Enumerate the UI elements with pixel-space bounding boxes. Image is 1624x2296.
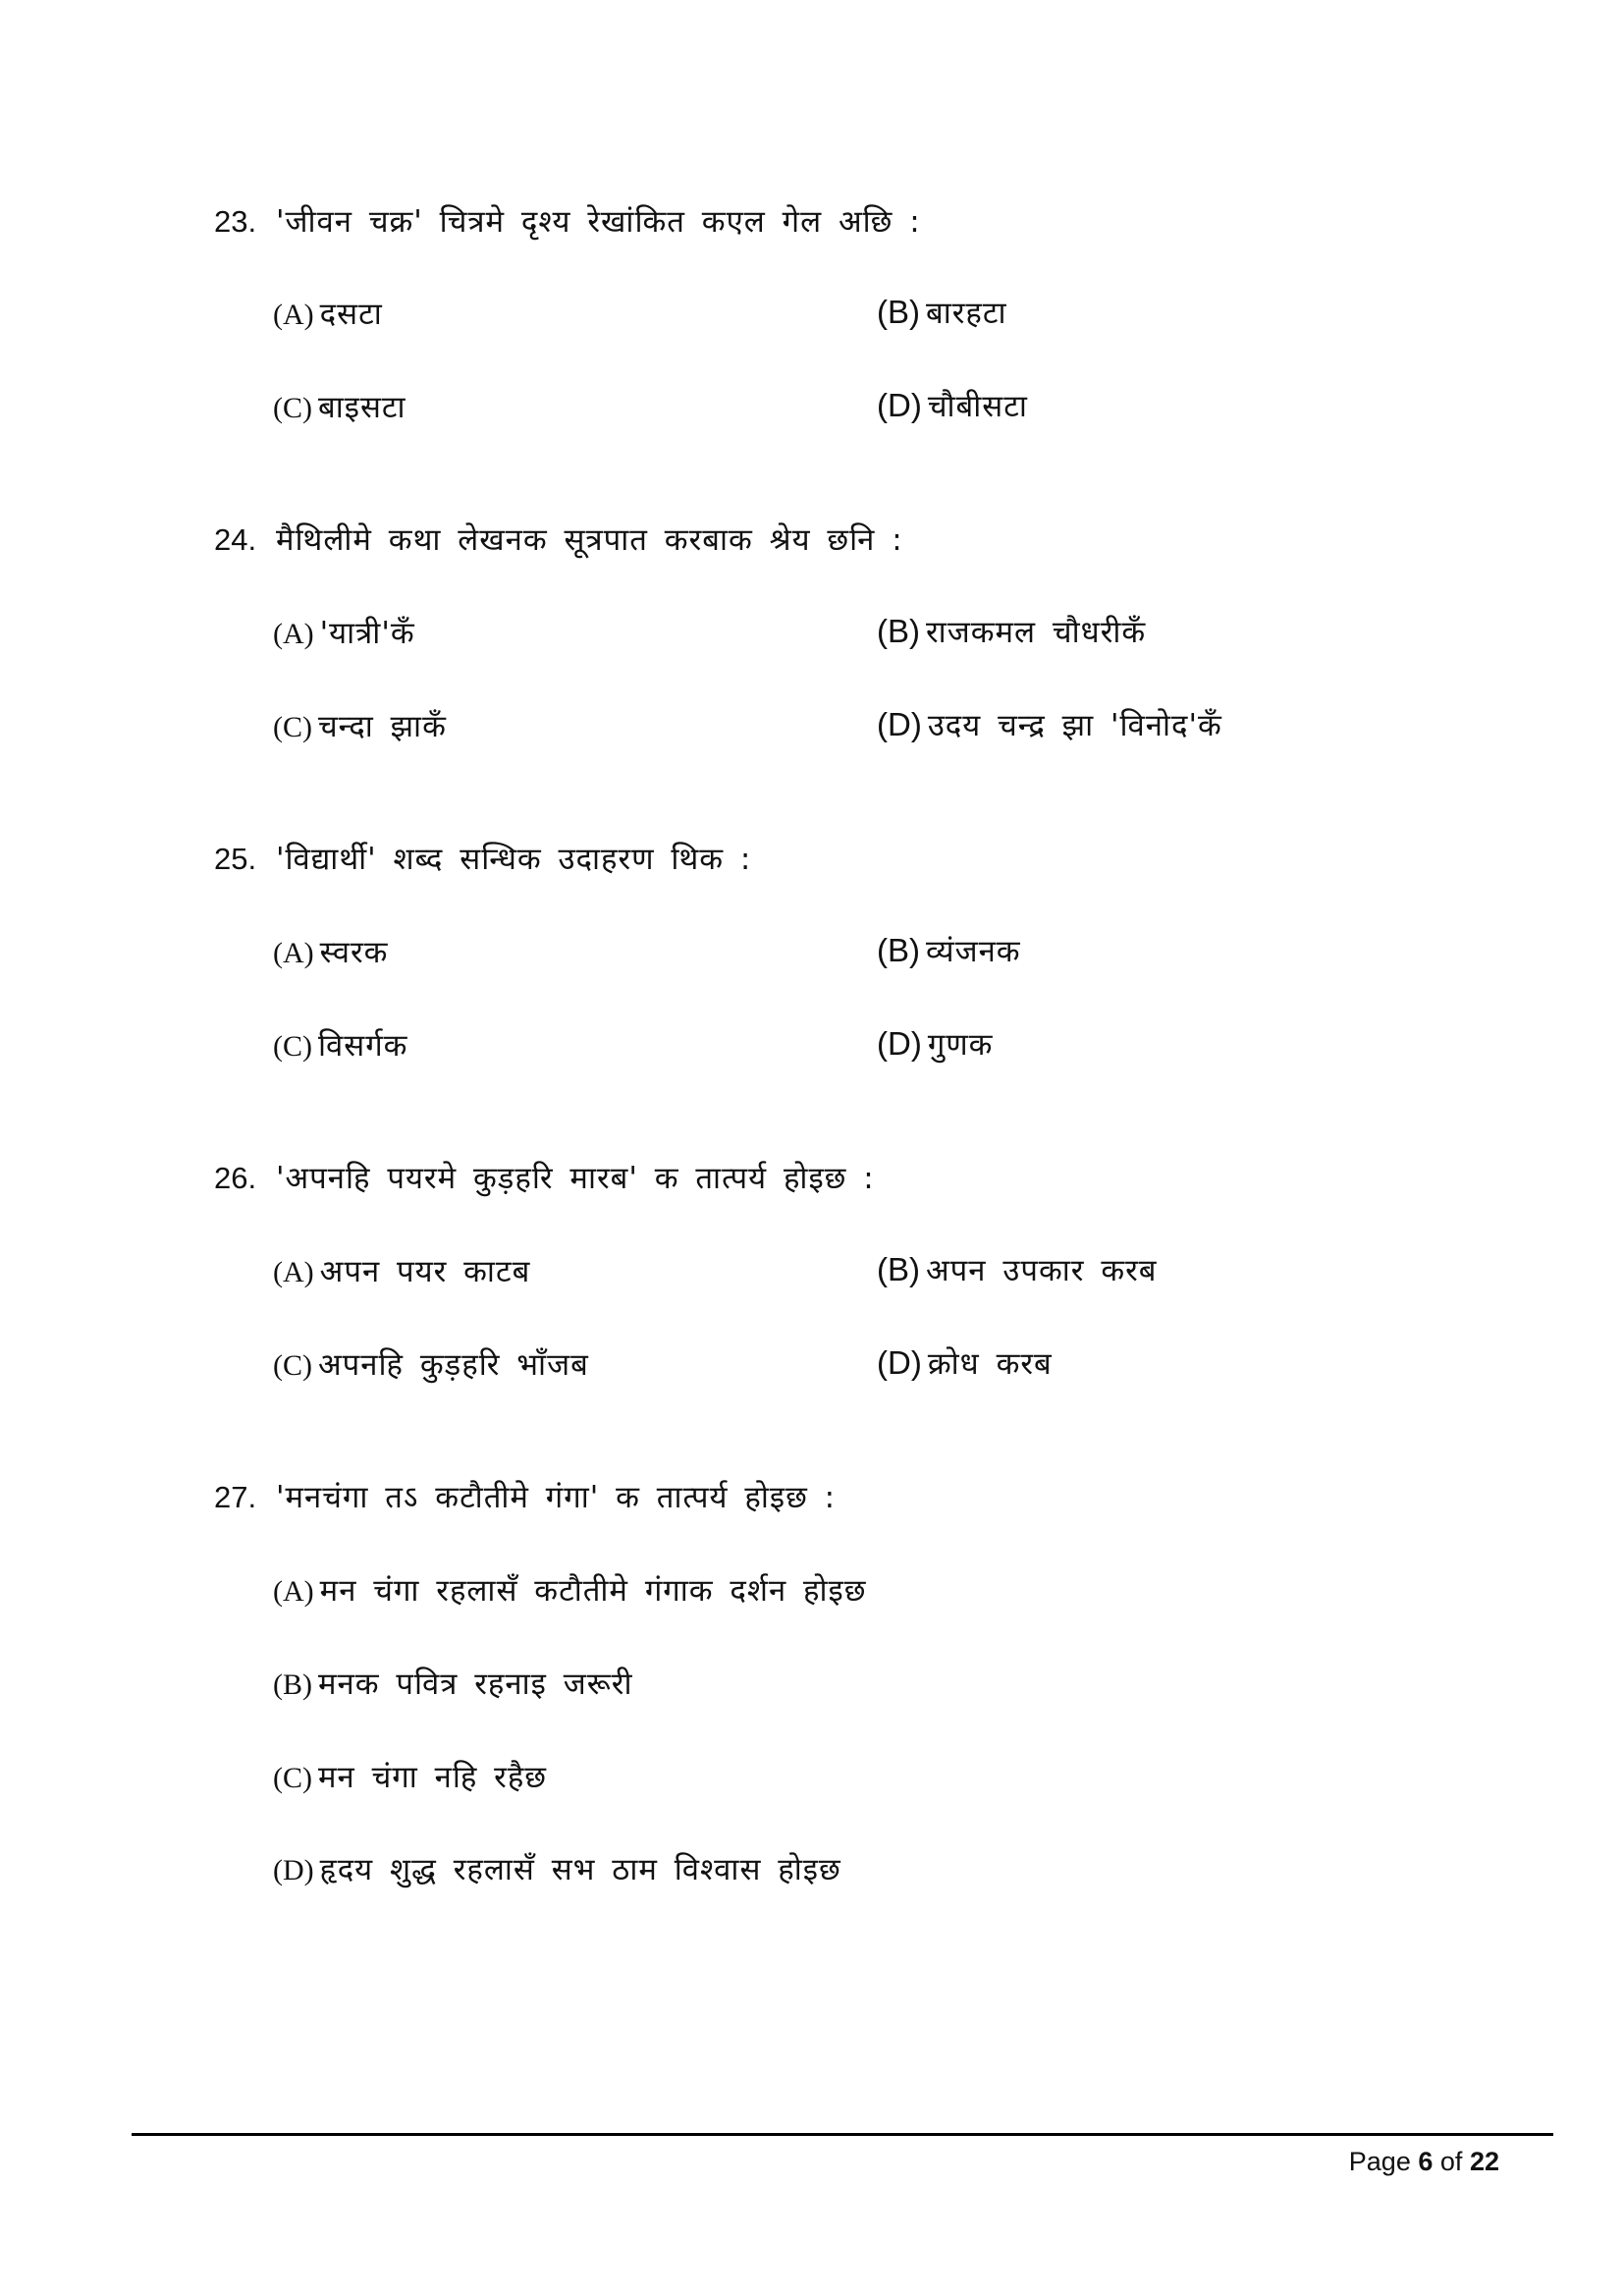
option-27-c xyxy=(273,1758,547,1798)
question-text: 'जीवन चक्र' चित्रमे दृश्य रेखांकित कएल गेल अछि : xyxy=(275,204,921,240)
option-label: (C) xyxy=(273,1762,312,1794)
option-23-d xyxy=(877,386,1028,426)
option-label: (A) xyxy=(273,618,314,650)
footer-divider xyxy=(132,2133,1553,2136)
option-24-c xyxy=(273,707,447,747)
option-label: (B) xyxy=(877,1251,920,1287)
option-text: 'यात्री'कँ xyxy=(319,616,415,651)
option-label: (C) xyxy=(273,1030,312,1063)
page-current: 6 xyxy=(1418,2147,1434,2176)
option-text: उदय चन्द्र झा 'विनोद'कँ xyxy=(927,708,1222,743)
option-label: (A) xyxy=(273,1256,314,1288)
option-26-b xyxy=(877,1250,1158,1290)
option-23-a xyxy=(273,295,383,335)
option-25-c xyxy=(273,1026,407,1066)
question-25 xyxy=(214,840,751,879)
question-number: 27. xyxy=(214,1480,257,1514)
option-24-a xyxy=(273,614,415,654)
option-text: स्वरक xyxy=(319,935,389,970)
option-label: (A) xyxy=(273,299,314,331)
option-23-b xyxy=(877,293,1007,333)
option-label: (D) xyxy=(877,1344,922,1381)
option-label: (D) xyxy=(877,1025,922,1062)
option-25-b xyxy=(877,931,1021,971)
question-23 xyxy=(214,202,921,242)
option-label: (C) xyxy=(273,1349,312,1382)
option-text: चौबीसटा xyxy=(927,389,1028,424)
option-25-a xyxy=(273,933,388,973)
option-text: बाइसटा xyxy=(318,390,406,425)
option-27-b xyxy=(273,1665,633,1705)
option-27-a xyxy=(273,1571,866,1612)
page-prefix: Page xyxy=(1348,2147,1411,2176)
question-text: 'मनचंगा तऽ कटौतीमे गंगा' क तात्पर्य होइछ : xyxy=(275,1480,837,1515)
option-26-d xyxy=(877,1343,1053,1384)
option-label: (B) xyxy=(273,1668,312,1701)
option-text: मनक पवित्र रहनाइ जरूरी xyxy=(318,1667,633,1702)
page-total: 22 xyxy=(1469,2147,1499,2176)
page-of: of xyxy=(1439,2147,1463,2176)
option-label: (A) xyxy=(273,937,314,969)
option-text: चन्दा झाकँ xyxy=(318,709,447,744)
option-label: (A) xyxy=(273,1575,314,1608)
question-26 xyxy=(214,1159,875,1198)
option-text: व्यंजनक xyxy=(926,934,1021,969)
option-label: (D) xyxy=(273,1854,314,1886)
option-text: विसर्गक xyxy=(318,1028,408,1064)
option-text: अपन पयर काटब xyxy=(319,1254,531,1289)
option-text: गुणक xyxy=(927,1027,994,1063)
question-number: 23. xyxy=(214,204,257,239)
question-number: 26. xyxy=(214,1161,257,1195)
option-23-c xyxy=(273,388,406,428)
question-number: 24. xyxy=(214,522,257,557)
page-number xyxy=(1349,2147,1499,2177)
option-label: (D) xyxy=(877,387,922,423)
question-text: 'विद्यार्थी' शब्द सन्धिक उदाहरण थिक : xyxy=(275,842,752,877)
option-label: (C) xyxy=(273,392,312,424)
option-text: क्रोध करब xyxy=(927,1346,1053,1382)
option-text: मन चंगा रहलासँ कटौतीमे गंगाक दर्शन होइछ xyxy=(319,1573,867,1609)
question-number: 25. xyxy=(214,842,257,876)
option-25-d xyxy=(877,1024,994,1065)
option-26-c xyxy=(273,1345,589,1386)
option-label: (C) xyxy=(273,711,312,743)
question-text: मैथिलीमे कथा लेखनक सूत्रपात करबाक श्रेय छनि : xyxy=(275,522,903,558)
option-text: हृदय शुद्ध रहलासँ सभ ठाम विश्वास होइछ xyxy=(319,1852,841,1887)
question-24 xyxy=(214,520,903,560)
option-label: (B) xyxy=(877,932,920,968)
option-text: राजकमल चौधरीकँ xyxy=(926,615,1147,650)
option-label: (D) xyxy=(877,706,922,742)
option-27-d xyxy=(273,1850,841,1890)
question-27 xyxy=(214,1478,836,1517)
option-24-d xyxy=(877,705,1222,745)
option-26-a xyxy=(273,1252,530,1292)
option-label: (B) xyxy=(877,613,920,649)
option-24-b xyxy=(877,612,1146,652)
option-text: अपन उपकार करब xyxy=(926,1253,1158,1288)
question-text: 'अपनहि पयरमे कुड़हरि मारब' क तात्पर्य होइछ : xyxy=(275,1161,875,1196)
option-text: दसटा xyxy=(319,297,383,332)
option-text: बारहटा xyxy=(926,296,1007,331)
option-text: मन चंगा नहि रहैछ xyxy=(318,1760,548,1795)
option-label: (B) xyxy=(877,294,920,330)
option-text: अपनहि कुड़हरि भाँजब xyxy=(318,1347,589,1383)
